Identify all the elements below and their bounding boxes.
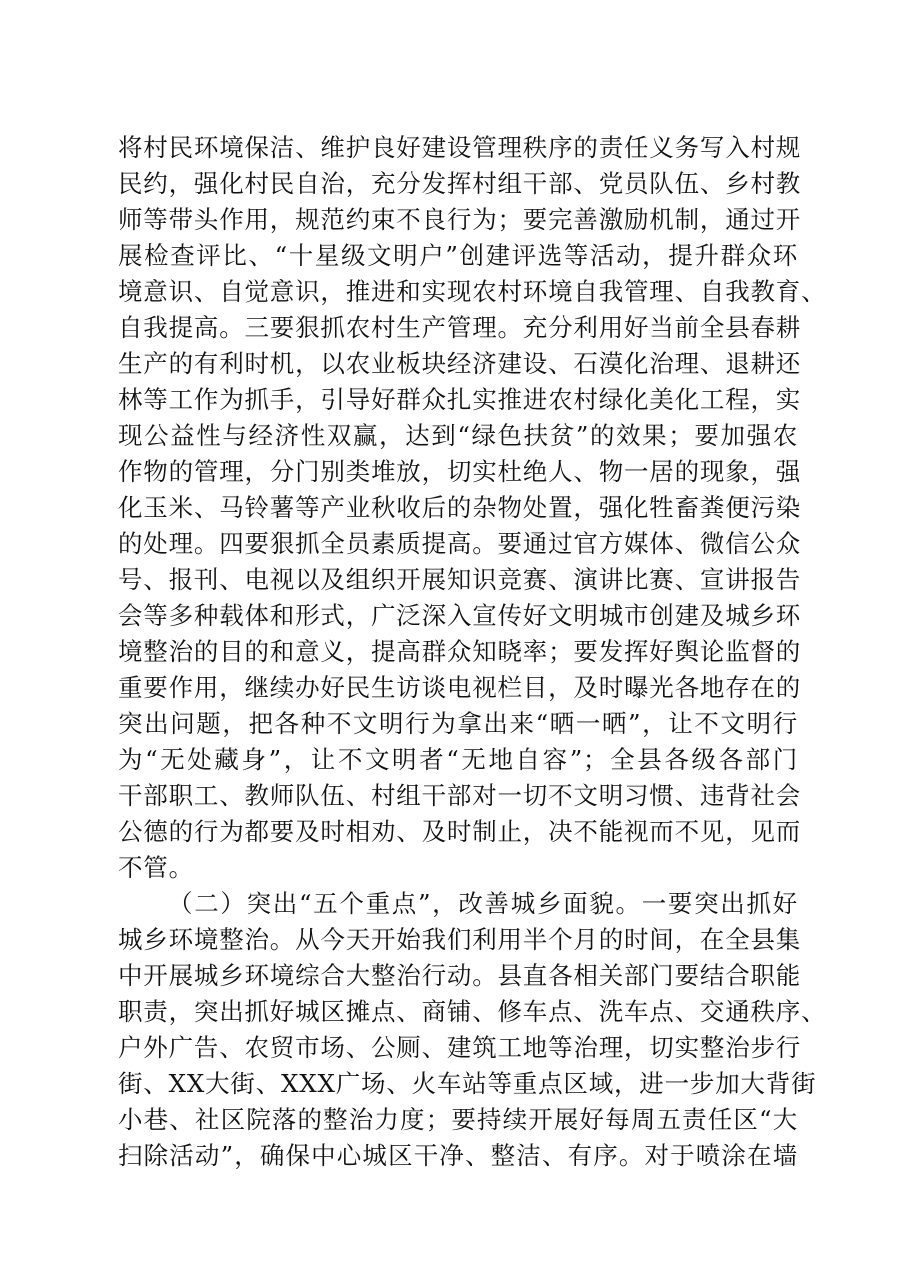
text-line: 街、XX大街、XXX广场、火车站等重点区域，进一步加大背街 (118, 1069, 817, 1098)
text-line: 小巷、社区院落的整治力度；要持续开展好每周五责任区“大 (118, 1105, 798, 1134)
text-line: 自我提高。三要狠抓农村生产管理。充分利用好当前全县春耕 (118, 313, 802, 342)
text-line: 的处理。四要狠抓全员素质提高。要通过官方媒体、微信公众 (118, 529, 802, 558)
text-line: 作物的管理，分门别类堆放，切实杜绝人、物一居的现象，强 (118, 457, 802, 486)
text-line: 将村民环境保洁、维护良好建设管理秩序的责任义务写入村规 (118, 133, 802, 162)
text-line: 公德的行为都要及时相劝、及时制止，决不能视而不见，见而 (118, 817, 802, 846)
text-line: 重要作用，继续办好民生访谈电视栏目，及时曝光各地存在的 (118, 673, 802, 702)
paragraph (118, 130, 827, 886)
paragraph (118, 886, 827, 1174)
text-line: 展检查评比、“十星级文明户”创建评选等活动，提升群众环 (118, 241, 798, 270)
text-line: 号、报刊、电视以及组织开展知识竞赛、演讲比赛、宣讲报告 (118, 565, 802, 594)
text-line: 干部职工、教师队伍、村组干部对一切不文明习惯、违背社会 (118, 781, 802, 810)
text-line: 中开展城乡环境综合大整治行动。县直各相关部门要结合职能 (118, 961, 802, 990)
text-line: 生产的有利时机，以农业板块经济建设、石漠化治理、退耕还 (118, 349, 802, 378)
text-line: 林等工作为抓手，引导好群众扎实推进农村绿化美化工程，实 (118, 385, 802, 414)
text-line: 职责，突出抓好城区摊点、商铺、修车点、洗车点、交通秩序、 (118, 997, 827, 1026)
text-line: 化玉米、马铃薯等产业秋收后的杂物处置，强化牲畜粪便污染 (118, 493, 802, 522)
text-line: 现公益性与经济性双赢，达到“绿色扶贫”的效果；要加强农 (118, 421, 798, 450)
text-line: 突出问题，把各种不文明行为拿出来“晒一晒”，让不文明行 (118, 709, 798, 738)
text-line: （二）突出“五个重点”，改善城乡面貌。一要突出抓好 (168, 889, 798, 918)
text-line: 城乡环境整治。从今天开始我们利用半个月的时间，在全县集 (118, 925, 802, 954)
text-line: 户外广告、农贸市场、公厕、建筑工地等治理，切实整治步行 (118, 1033, 802, 1062)
text-line: 扫除活动”，确保中心城区干净、整洁、有序。对于喷涂在墙 (118, 1141, 798, 1170)
document-body (118, 130, 827, 1174)
text-line: 不管。 (118, 853, 194, 882)
text-line: 会等多种载体和形式，广泛深入宣传好文明城市创建及城乡环 (118, 601, 802, 630)
text-line: 境整治的目的和意义，提高群众知晓率；要发挥好舆论监督的 (118, 637, 802, 666)
text-line: 师等带头作用，规范约束不良行为；要完善激励机制，通过开 (118, 205, 802, 234)
text-line: 为“无处藏身”，让不文明者“无地自容”；全县各级各部门 (118, 745, 798, 774)
text-line: 境意识、自觉意识，推进和实现农村环境自我管理、自我教育、 (118, 277, 827, 306)
text-line: 民约，强化村民自治，充分发挥村组干部、党员队伍、乡村教 (118, 169, 802, 198)
